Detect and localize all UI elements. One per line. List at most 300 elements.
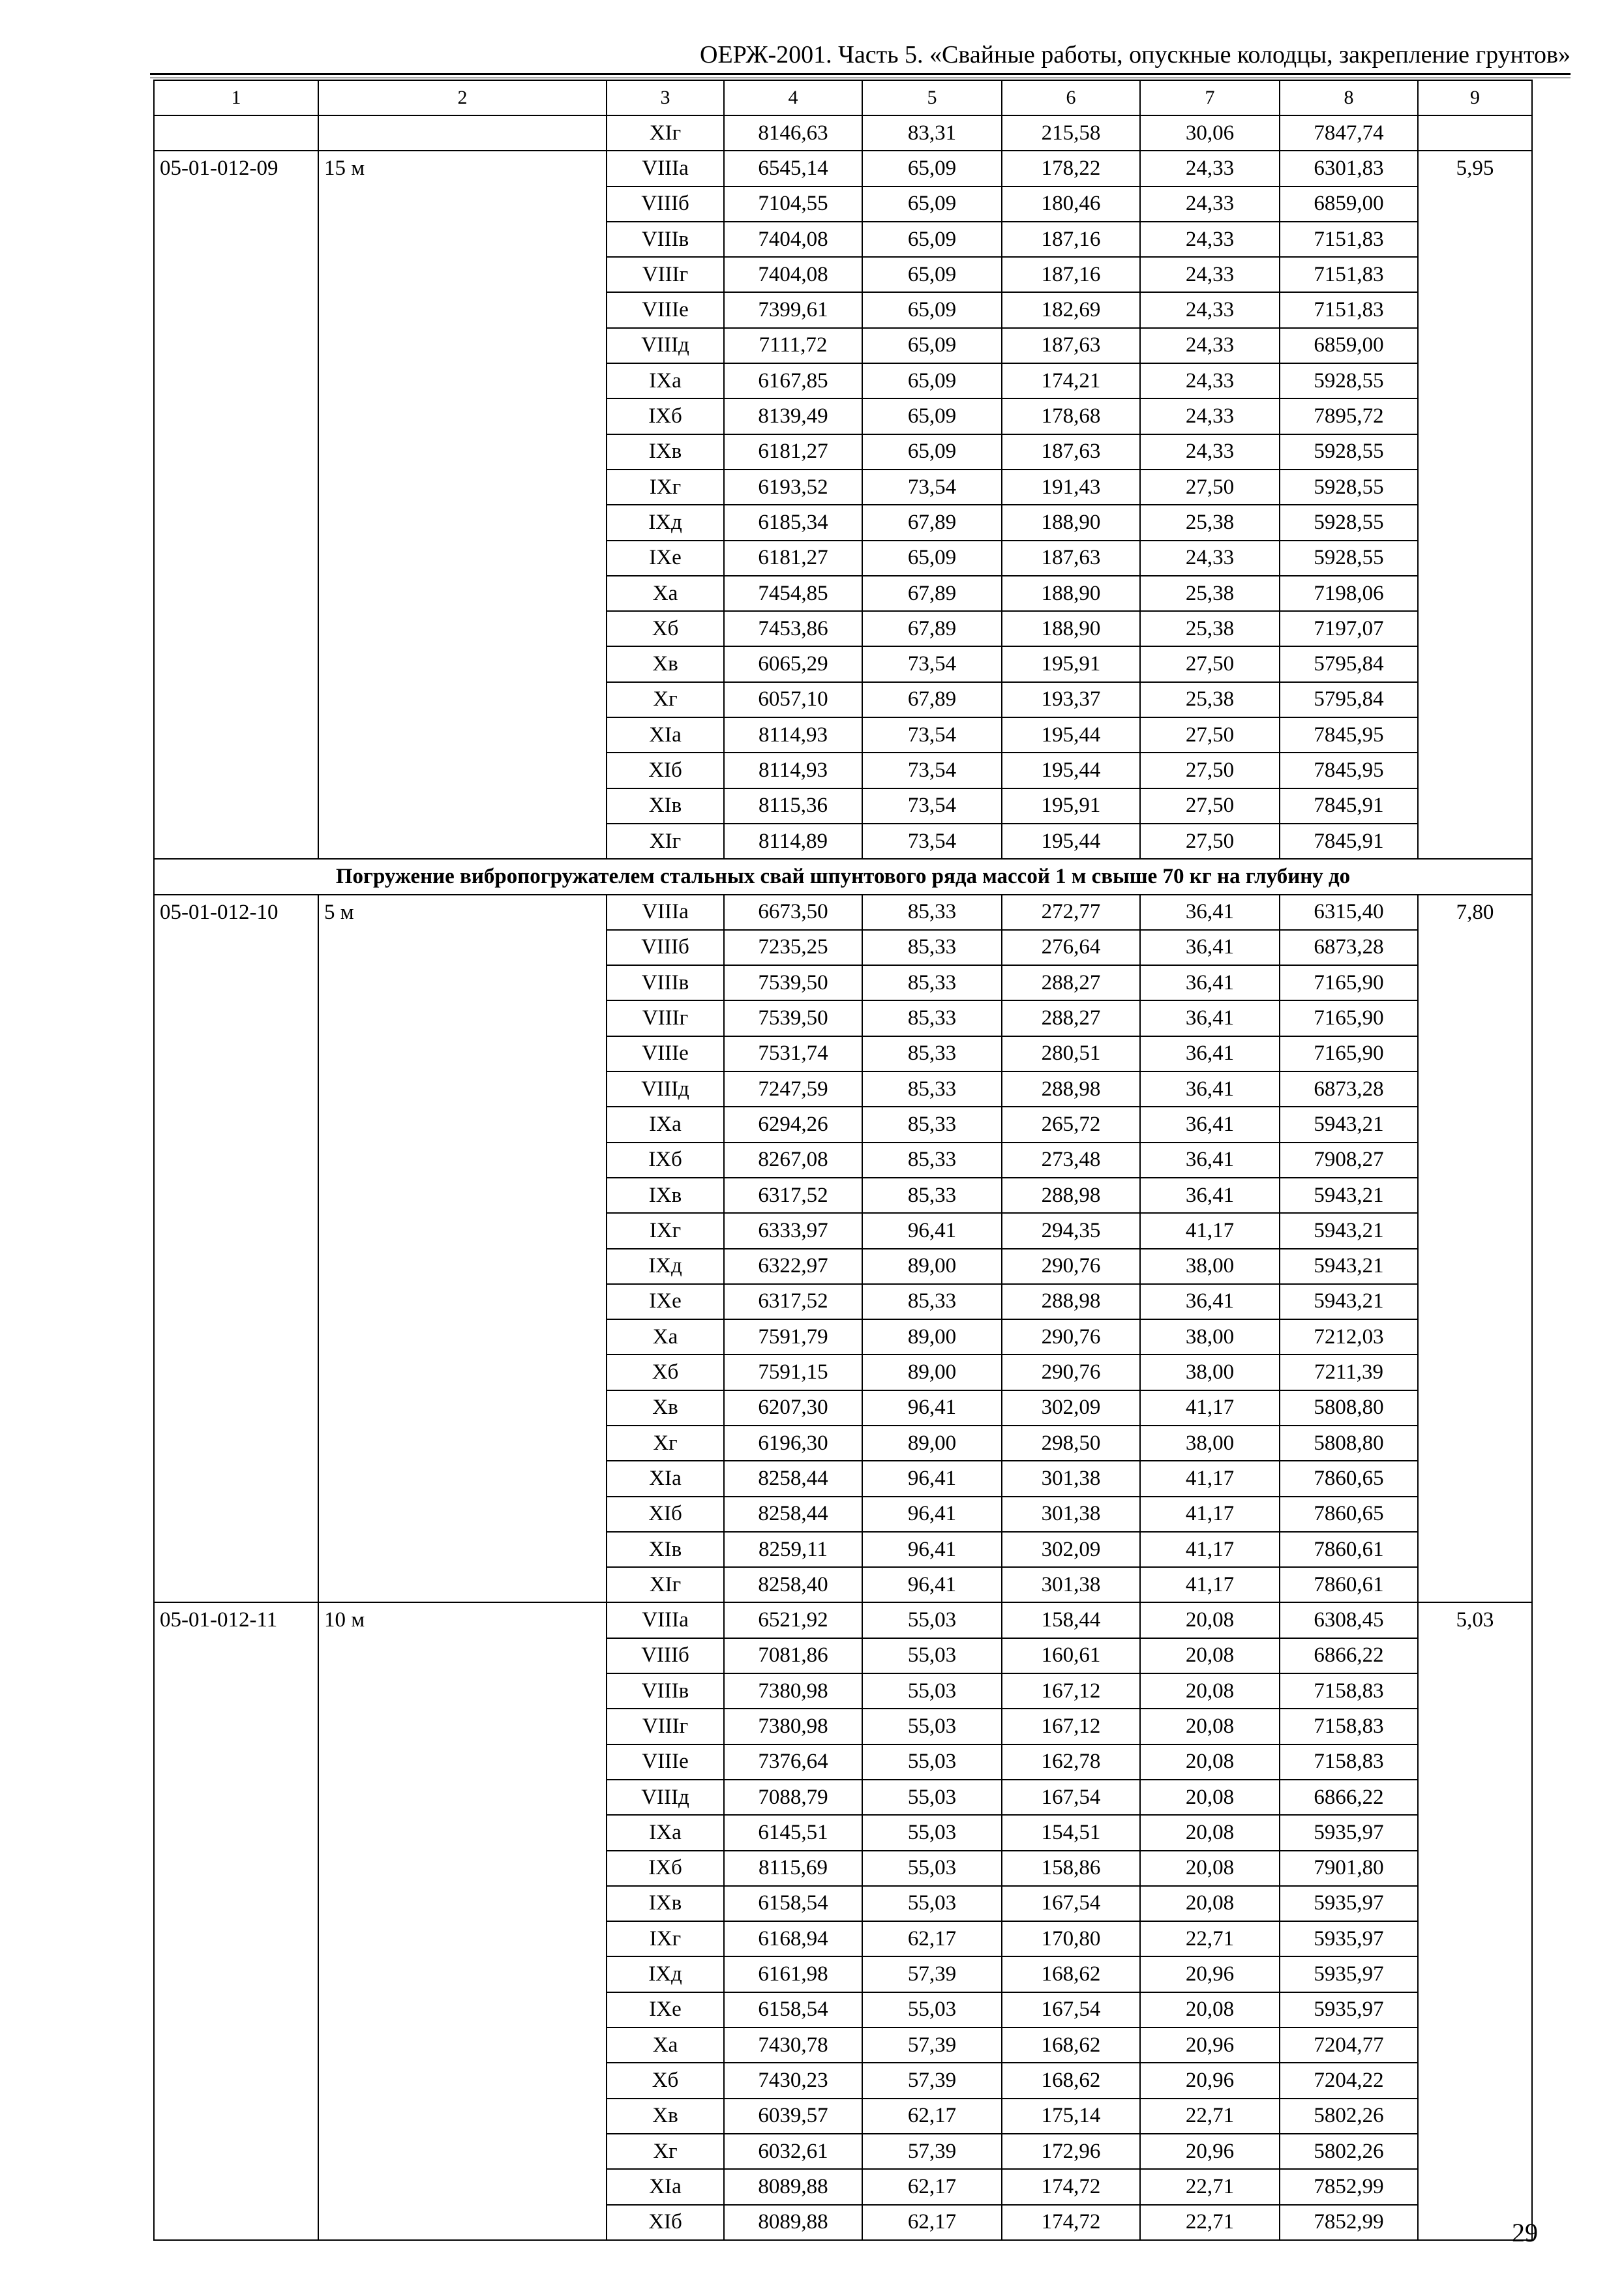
value-cell: 20,08 [1140,1673,1280,1709]
value-cell: 6168,94 [724,1921,862,1956]
value-cell: 7860,65 [1280,1497,1418,1532]
value-cell: 41,17 [1140,1390,1280,1426]
value-cell: 174,21 [1002,363,1140,398]
value-cell: 65,09 [862,363,1002,398]
value-cell: 6308,45 [1280,1602,1418,1638]
value-cell: 193,37 [1002,682,1140,717]
value-cell: 5808,80 [1280,1426,1418,1461]
value-cell: 7895,72 [1280,398,1418,434]
value-cell: 294,35 [1002,1213,1140,1248]
soil-category-cell: Xа [607,1319,724,1354]
value-cell: 7901,80 [1280,1851,1418,1886]
value-cell: 7531,74 [724,1036,862,1071]
value-cell: 65,09 [862,187,1002,222]
column-number: 6 [1002,80,1140,115]
value-cell: 160,61 [1002,1638,1140,1673]
value-cell: 280,51 [1002,1036,1140,1071]
value-cell: 27,50 [1140,788,1280,824]
value-cell: 20,08 [1140,1602,1280,1638]
value-cell: 5935,97 [1280,1921,1418,1956]
soil-category-cell: XIг [607,115,724,151]
value-cell: 41,17 [1140,1461,1280,1496]
value-cell: 7454,85 [724,576,862,611]
value-cell: 6145,51 [724,1815,862,1850]
value-cell: 167,54 [1002,1886,1140,1921]
value-cell: 167,12 [1002,1709,1140,1744]
value-cell: 5943,21 [1280,1249,1418,1284]
value-cell: 7111,72 [724,328,862,363]
value-cell: 8089,88 [724,2169,862,2204]
value-cell: 6158,54 [724,1992,862,2027]
empty-cell [1418,115,1532,151]
value-cell: 265,72 [1002,1107,1140,1142]
value-cell: 195,91 [1002,788,1140,824]
value-cell: 5802,26 [1280,2134,1418,2169]
value-cell: 187,63 [1002,541,1140,576]
column-number: 3 [607,80,724,115]
value-cell: 24,33 [1140,328,1280,363]
value-cell: 6032,61 [724,2134,862,2169]
value-cell: 301,38 [1002,1567,1140,1602]
value-cell: 168,62 [1002,2027,1140,2063]
value-cell: 5935,97 [1280,1992,1418,2027]
column-number: 8 [1280,80,1418,115]
value-cell: 55,03 [862,1638,1002,1673]
value-cell: 96,41 [862,1390,1002,1426]
value-cell: 7204,77 [1280,2027,1418,2063]
value-cell: 41,17 [1140,1532,1280,1567]
value-cell: 8139,49 [724,398,862,434]
soil-category-cell: IXе [607,541,724,576]
value-cell: 85,33 [862,1000,1002,1036]
value-cell: 6873,28 [1280,930,1418,965]
value-cell: 7430,78 [724,2027,862,2063]
soil-category-cell: XIб [607,2205,724,2240]
value-cell: 158,44 [1002,1602,1140,1638]
value-cell: 89,00 [862,1354,1002,1390]
value-cell: 8115,36 [724,788,862,824]
value-cell: 6315,40 [1280,895,1418,930]
value-cell: 24,33 [1140,257,1280,292]
table-row [154,151,1532,186]
value-cell: 73,54 [862,824,1002,859]
value-cell: 22,71 [1140,2169,1280,2204]
value-cell: 65,09 [862,328,1002,363]
value-cell: 188,90 [1002,611,1140,646]
soil-category-cell: Xб [607,2063,724,2098]
soil-category-cell: XIб [607,753,724,788]
value-cell: 73,54 [862,753,1002,788]
value-cell: 41,17 [1140,1567,1280,1602]
soil-category-cell: VIIIв [607,222,724,257]
column-number: 2 [318,80,607,115]
value-cell: 7151,83 [1280,292,1418,327]
value-cell: 6039,57 [724,2099,862,2134]
value-cell: 5928,55 [1280,434,1418,470]
soil-category-cell: VIIIе [607,1036,724,1071]
rates-table [153,80,1533,2241]
column-number: 9 [1418,80,1532,115]
soil-category-cell: XIа [607,717,724,753]
value-cell: 182,69 [1002,292,1140,327]
value-cell: 298,50 [1002,1426,1140,1461]
value-cell: 20,08 [1140,1709,1280,1744]
value-cell: 85,33 [862,1107,1002,1142]
value-cell: 85,33 [862,1284,1002,1319]
value-cell: 85,33 [862,965,1002,1000]
value-cell: 168,62 [1002,1956,1140,1992]
value-cell: 6866,22 [1280,1780,1418,1815]
value-cell: 8146,63 [724,115,862,151]
value-cell: 288,98 [1002,1071,1140,1107]
soil-category-cell: Xб [607,611,724,646]
value-cell: 25,38 [1140,611,1280,646]
value-cell: 57,39 [862,2063,1002,2098]
value-cell: 273,48 [1002,1143,1140,1178]
value-cell: 6673,50 [724,895,862,930]
soil-category-cell: VIIIб [607,930,724,965]
value-cell: 24,33 [1140,363,1280,398]
soil-category-cell: XIв [607,788,724,824]
soil-category-cell: IXд [607,505,724,540]
value-cell: 7212,03 [1280,1319,1418,1354]
value-cell: 8114,93 [724,753,862,788]
value-cell: 5935,97 [1280,1815,1418,1850]
value-cell: 7845,91 [1280,824,1418,859]
soil-category-cell: IXа [607,363,724,398]
value-cell: 6317,52 [724,1284,862,1319]
value-cell: 7591,15 [724,1354,862,1390]
value-cell: 7088,79 [724,1780,862,1815]
soil-category-cell: VIIIг [607,257,724,292]
value-cell: 290,76 [1002,1354,1140,1390]
value-cell: 36,41 [1140,965,1280,1000]
soil-category-cell: IXе [607,1284,724,1319]
rate-code-cell: 05-01-012-09 [154,151,318,859]
soil-category-cell: VIIIа [607,151,724,186]
soil-category-cell: IXд [607,1956,724,1992]
value-cell: 22,71 [1140,2099,1280,2134]
value-cell: 85,33 [862,1178,1002,1213]
value-cell: 158,86 [1002,1851,1140,1886]
value-cell: 85,33 [862,895,1002,930]
value-cell: 36,41 [1140,1071,1280,1107]
value-cell: 195,91 [1002,646,1140,681]
value-cell: 301,38 [1002,1497,1140,1532]
value-cell: 36,41 [1140,1143,1280,1178]
value-cell: 7158,83 [1280,1673,1418,1709]
value-cell: 6317,52 [724,1178,862,1213]
value-cell: 36,41 [1140,895,1280,930]
value-cell: 174,72 [1002,2205,1140,2240]
value-cell: 20,08 [1140,1638,1280,1673]
value-cell: 65,09 [862,398,1002,434]
section-heading: Погружение вибропогружателем стальных свай шпунтового ряда массой 1 м свыше 70 кг на глубину до [154,859,1532,894]
value-cell: 7165,90 [1280,965,1418,1000]
rate-code-cell: 05-01-012-10 [154,895,318,1603]
value-cell: 20,08 [1140,1815,1280,1850]
value-cell: 288,98 [1002,1178,1140,1213]
rate-code-cell: 05-01-012-11 [154,1602,318,2239]
value-cell: 195,44 [1002,717,1140,753]
value-cell: 89,00 [862,1249,1002,1284]
value-cell: 6185,34 [724,505,862,540]
value-cell: 27,50 [1140,646,1280,681]
value-cell: 62,17 [862,2205,1002,2240]
value-cell: 6161,98 [724,1956,862,1992]
value-cell: 20,08 [1140,1886,1280,1921]
header-rule [150,73,1571,78]
value-cell: 20,96 [1140,2134,1280,2169]
value-cell: 5928,55 [1280,363,1418,398]
empty-cell [318,115,607,151]
value-cell: 302,09 [1002,1532,1140,1567]
value-cell: 7430,23 [724,2063,862,2098]
value-cell: 55,03 [862,1602,1002,1638]
value-cell: 22,71 [1140,2205,1280,2240]
value-cell: 187,16 [1002,222,1140,257]
table-row [154,115,1532,151]
soil-category-cell: VIIIв [607,965,724,1000]
column-number: 1 [154,80,318,115]
value-cell: 85,33 [862,1143,1002,1178]
value-cell: 41,17 [1140,1497,1280,1532]
coefficient-cell: 5,03 [1418,1602,1532,2239]
soil-category-cell: IXа [607,1107,724,1142]
value-cell: 85,33 [862,1036,1002,1071]
value-cell: 6196,30 [724,1426,862,1461]
value-cell: 288,98 [1002,1284,1140,1319]
soil-category-cell: VIIIб [607,1638,724,1673]
value-cell: 22,71 [1140,1921,1280,1956]
value-cell: 288,27 [1002,965,1140,1000]
coefficient-cell: 5,95 [1418,151,1532,859]
value-cell: 24,33 [1140,222,1280,257]
value-cell: 24,33 [1140,187,1280,222]
value-cell: 301,38 [1002,1461,1140,1496]
value-cell: 6193,52 [724,470,862,505]
value-cell: 73,54 [862,717,1002,753]
value-cell: 7852,99 [1280,2205,1418,2240]
soil-category-cell: XIб [607,1497,724,1532]
value-cell: 6294,26 [724,1107,862,1142]
value-cell: 7404,08 [724,222,862,257]
soil-category-cell: IXг [607,1921,724,1956]
value-cell: 55,03 [862,1815,1002,1850]
value-cell: 7247,59 [724,1071,862,1107]
value-cell: 7104,55 [724,187,862,222]
value-cell: 89,00 [862,1426,1002,1461]
value-cell: 7158,83 [1280,1744,1418,1780]
soil-category-cell: XIа [607,2169,724,2204]
soil-category-cell: IXб [607,1851,724,1886]
coefficient-cell: 7,80 [1418,895,1532,1603]
value-cell: 7852,99 [1280,2169,1418,2204]
soil-category-cell: XIг [607,1567,724,1602]
value-cell: 96,41 [862,1497,1002,1532]
value-cell: 25,38 [1140,505,1280,540]
value-cell: 5928,55 [1280,541,1418,576]
value-cell: 65,09 [862,434,1002,470]
depth-cell: 5 м [318,895,607,1603]
value-cell: 167,12 [1002,1673,1140,1709]
value-cell: 7399,61 [724,292,862,327]
soil-category-cell: IXв [607,434,724,470]
value-cell: 24,33 [1140,292,1280,327]
value-cell: 57,39 [862,2134,1002,2169]
value-cell: 65,09 [862,222,1002,257]
value-cell: 7204,22 [1280,2063,1418,2098]
soil-category-cell: VIIIд [607,328,724,363]
value-cell: 7165,90 [1280,1036,1418,1071]
value-cell: 20,08 [1140,1744,1280,1780]
value-cell: 20,96 [1140,2027,1280,2063]
value-cell: 8115,69 [724,1851,862,1886]
value-cell: 65,09 [862,151,1002,186]
value-cell: 7151,83 [1280,257,1418,292]
value-cell: 187,16 [1002,257,1140,292]
value-cell: 65,09 [862,292,1002,327]
value-cell: 73,54 [862,646,1002,681]
soil-category-cell: XIг [607,824,724,859]
value-cell: 188,90 [1002,505,1140,540]
soil-category-cell: Xв [607,1390,724,1426]
soil-category-cell: IXа [607,1815,724,1850]
value-cell: 8114,93 [724,717,862,753]
value-cell: 174,72 [1002,2169,1140,2204]
value-cell: 38,00 [1140,1426,1280,1461]
value-cell: 5795,84 [1280,682,1418,717]
soil-category-cell: IXд [607,1249,724,1284]
soil-category-cell: VIIIг [607,1709,724,1744]
value-cell: 62,17 [862,2169,1002,2204]
value-cell: 65,09 [862,257,1002,292]
value-cell: 276,64 [1002,930,1140,965]
column-number: 4 [724,80,862,115]
value-cell: 57,39 [862,2027,1002,2063]
value-cell: 162,78 [1002,1744,1140,1780]
value-cell: 5808,80 [1280,1390,1418,1426]
value-cell: 36,41 [1140,1178,1280,1213]
value-cell: 62,17 [862,2099,1002,2134]
value-cell: 178,68 [1002,398,1140,434]
value-cell: 187,63 [1002,328,1140,363]
value-cell: 36,41 [1140,1284,1280,1319]
value-cell: 288,27 [1002,1000,1140,1036]
value-cell: 154,51 [1002,1815,1140,1850]
soil-category-cell: Xб [607,1354,724,1390]
value-cell: 89,00 [862,1319,1002,1354]
value-cell: 6207,30 [724,1390,862,1426]
value-cell: 8258,44 [724,1497,862,1532]
value-cell: 8258,40 [724,1567,862,1602]
value-cell: 195,44 [1002,753,1140,788]
value-cell: 6859,00 [1280,328,1418,363]
value-cell: 7376,64 [724,1744,862,1780]
soil-category-cell: VIIIд [607,1780,724,1815]
value-cell: 20,96 [1140,1956,1280,1992]
value-cell: 7404,08 [724,257,862,292]
soil-category-cell: Xв [607,646,724,681]
column-number: 5 [862,80,1002,115]
value-cell: 6167,85 [724,363,862,398]
value-cell: 8114,89 [724,824,862,859]
value-cell: 55,03 [862,1744,1002,1780]
value-cell: 65,09 [862,541,1002,576]
value-cell: 7211,39 [1280,1354,1418,1390]
value-cell: 6158,54 [724,1886,862,1921]
value-cell: 5795,84 [1280,646,1418,681]
value-cell: 8267,08 [724,1143,862,1178]
column-number-row [154,80,1532,115]
value-cell: 7860,61 [1280,1532,1418,1567]
value-cell: 290,76 [1002,1319,1140,1354]
soil-category-cell: Xг [607,1426,724,1461]
value-cell: 6181,27 [724,541,862,576]
value-cell: 178,22 [1002,151,1140,186]
value-cell: 85,33 [862,1071,1002,1107]
value-cell: 55,03 [862,1673,1002,1709]
value-cell: 195,44 [1002,824,1140,859]
value-cell: 6859,00 [1280,187,1418,222]
value-cell: 20,08 [1140,1780,1280,1815]
value-cell: 6866,22 [1280,1638,1418,1673]
page-number: 29 [1512,2218,1538,2247]
value-cell: 96,41 [862,1567,1002,1602]
value-cell: 73,54 [862,788,1002,824]
value-cell: 215,58 [1002,115,1140,151]
value-cell: 24,33 [1140,151,1280,186]
value-cell: 5943,21 [1280,1178,1418,1213]
value-cell: 7081,86 [724,1638,862,1673]
soil-category-cell: IXе [607,1992,724,2027]
value-cell: 25,38 [1140,576,1280,611]
value-cell: 7380,98 [724,1673,862,1709]
value-cell: 55,03 [862,1851,1002,1886]
value-cell: 6057,10 [724,682,862,717]
value-cell: 38,00 [1140,1354,1280,1390]
value-cell: 5935,97 [1280,1886,1418,1921]
value-cell: 6521,92 [724,1602,862,1638]
soil-category-cell: Xг [607,2134,724,2169]
value-cell: 167,54 [1002,1992,1140,2027]
value-cell: 7908,27 [1280,1143,1418,1178]
empty-cell [154,115,318,151]
value-cell: 6301,83 [1280,151,1418,186]
value-cell: 6873,28 [1280,1071,1418,1107]
value-cell: 6181,27 [724,434,862,470]
value-cell: 25,38 [1140,682,1280,717]
soil-category-cell: VIIIб [607,187,724,222]
value-cell: 67,89 [862,505,1002,540]
soil-category-cell: IXв [607,1886,724,1921]
value-cell: 24,33 [1140,398,1280,434]
soil-category-cell: IXб [607,398,724,434]
value-cell: 290,76 [1002,1249,1140,1284]
value-cell: 24,33 [1140,541,1280,576]
value-cell: 5943,21 [1280,1107,1418,1142]
value-cell: 172,96 [1002,2134,1140,2169]
soil-category-cell: IXв [607,1178,724,1213]
value-cell: 5928,55 [1280,470,1418,505]
soil-category-cell: XIв [607,1532,724,1567]
value-cell: 7197,07 [1280,611,1418,646]
value-cell: 67,89 [862,611,1002,646]
value-cell: 20,08 [1140,1851,1280,1886]
soil-category-cell: VIIIа [607,1602,724,1638]
value-cell: 7158,83 [1280,1709,1418,1744]
soil-category-cell: Xа [607,2027,724,2063]
